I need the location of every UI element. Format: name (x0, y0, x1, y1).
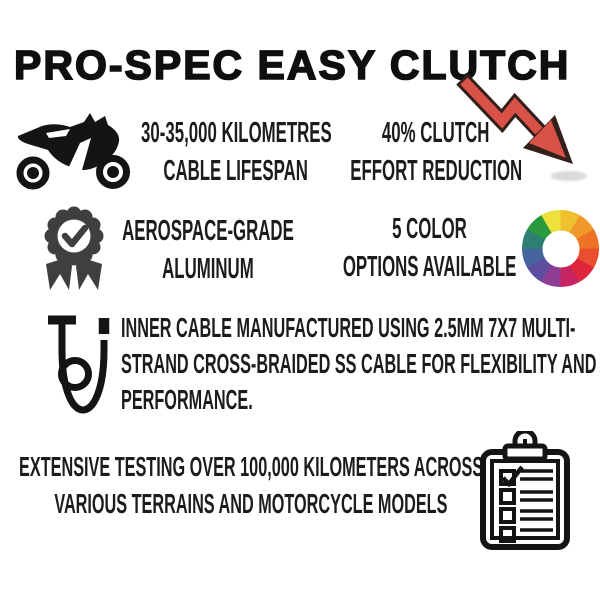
feature-line: OPTIONS AVAILABLE (342, 250, 517, 283)
cable-note-line: STRAND CROSS-BRAIDED SS CABLE FOR FLEXIBILITY AND (121, 348, 597, 379)
feature-line: ALUMINUM (161, 252, 254, 285)
arrow-shadow (551, 171, 587, 181)
clutch-cable-icon (42, 310, 112, 424)
color-wheel-hole (542, 230, 579, 267)
feature-line: AEROSPACE-GRADE (121, 214, 294, 247)
feature-color-options (327, 210, 532, 286)
cable-note-line: INNER CABLE MANUFACTURED USING 2.5MM 7X7 MULTI- (121, 312, 576, 343)
page-title: PRO-SPEC EASY CLUTCH (14, 42, 571, 88)
testing-note-line: EXTENSIVE TESTING OVER 100,000 KILOMETERS ACROSS (18, 450, 484, 482)
feature-cable-lifespan (130, 114, 342, 190)
feature-line: 30-35,000 KILOMETRES (140, 116, 332, 149)
award-badge-icon (42, 202, 106, 294)
cable-note-line: PERFORMANCE. (121, 384, 253, 415)
feature-effort-reduction (330, 114, 542, 190)
clipboard-checklist-icon (479, 431, 571, 551)
feature-line: CABLE LIFESPAN (163, 154, 309, 187)
cable-note (121, 310, 597, 418)
testing-note-line: VARIOUS TERRAINS AND MOTORCYCLE MODELS (54, 487, 448, 519)
feature-aerospace-aluminum (105, 212, 310, 288)
feature-line: 5 COLOR (392, 212, 467, 245)
feature-line: 40% CLUTCH (382, 116, 490, 149)
feature-line: EFFORT REDUCTION (350, 154, 522, 187)
testing-note (0, 448, 502, 522)
color-wheel-icon (522, 210, 599, 287)
motorcycle-icon (12, 112, 134, 200)
